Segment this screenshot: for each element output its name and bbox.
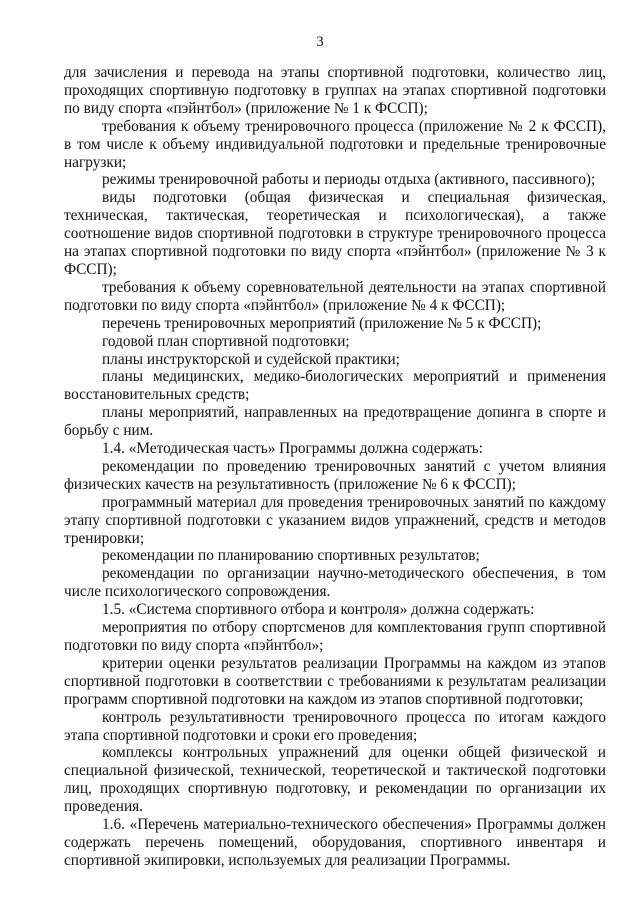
paragraph-1: для зачисления и перевода на этапы спортивной подготовки, количество лиц, проходящих спортивную подготовку в группах на этапах спортивной подготовки по виду спорта «пэйнтбол» (приложение № 1 к ФССП); <box>64 64 606 117</box>
paragraph-19: контроль результативности тренировочного процесса по итогам каждого этапа спортивной подготовки и сроки его проведения; <box>64 708 606 744</box>
paragraph-13: программный материал для проведения тренировочных занятий по каждому этапу спортивной подготовки с указанием видов упражнений, средств и методов тренировки; <box>64 493 606 547</box>
paragraph-6: перечень тренировочных мероприятий (приложение № 5 к ФССП); <box>102 314 542 332</box>
paragraph-8: планы инструкторской и судейской практики; <box>102 350 400 368</box>
paragraph-20: комплексы контрольных упражнений для оценки общей физической и специальной физической, технической, теоретической и тактической подготовки лиц, проходящих спортивную подготовку, и рекомендации по организации их проведения. <box>64 744 606 816</box>
paragraph-5: требования к объему соревновательной деятельности на этапах спортивной подготовки по виду спорта «пэйнтбол» (приложение № 4 к ФССП); <box>64 278 606 314</box>
paragraph-17: мероприятия по отбору спортсменов для комплектования групп спортивной подготовки по виду спорта «пэйнтбол»; <box>64 619 606 654</box>
paragraph-3: режимы тренировочной работы и периоды отдыха (активного, пассивного); <box>102 171 596 189</box>
paragraph-14: рекомендации по планированию спортивных результатов; <box>102 547 480 565</box>
paragraph-18: критерии оценки результатов реализации Программы на каждом из этапов спортивной подготовки в соответствии с требованиями к результатам реализации программ спортивной подготовки на каждом из этапов спортивной подготовки; <box>64 654 606 708</box>
paragraph-4: виды подготовки (общая физическая и специальная физическая, техническая, тактическая, теоретическая и психологическая), а также соотношение видов спортивной подготовки в структуре тренировочного процесса на этапах спортивной подготовки по виду спорта «пэйнтбол» (приложение № 3 к ФССП); <box>64 189 606 278</box>
paragraph-10: планы мероприятий, направленных на предотвращение допинга в спорте и борьбу с ним. <box>64 404 606 440</box>
section-heading-1-6: 1.6. «Перечень материально-технического обеспечения» Программы должен содержать перечень помещений, оборудования, спортивного инвентаря и спортивной экипировки, используемых для реализации Программы. <box>64 816 606 869</box>
page-number: 3 <box>316 34 324 50</box>
paragraph-9: планы медицинских, медико-биологических мероприятий и применения восстановительных средств; <box>64 368 606 404</box>
paragraph-7: годовой план спортивной подготовки; <box>102 332 350 350</box>
paragraph-2: требования к объему тренировочного процесса (приложение № 2 к ФССП), в том числе к объему индивидуальной подготовки и предельные тренировочные нагрузки; <box>64 117 606 171</box>
section-heading-1-4: 1.4. «Методическая часть» Программы должна содержать: <box>102 440 484 458</box>
section-heading-1-5: 1.5. «Система спортивного отбора и контроля» должна содержать: <box>102 601 535 619</box>
paragraph-15: рекомендации по организации научно-методического обеспечения, в том числе психологического сопровождения. <box>64 565 606 601</box>
paragraph-12: рекомендации по проведению тренировочных занятий с учетом влияния физических качеств на результативность (приложение № 6 к ФССП); <box>64 457 606 493</box>
document-body <box>64 64 606 870</box>
